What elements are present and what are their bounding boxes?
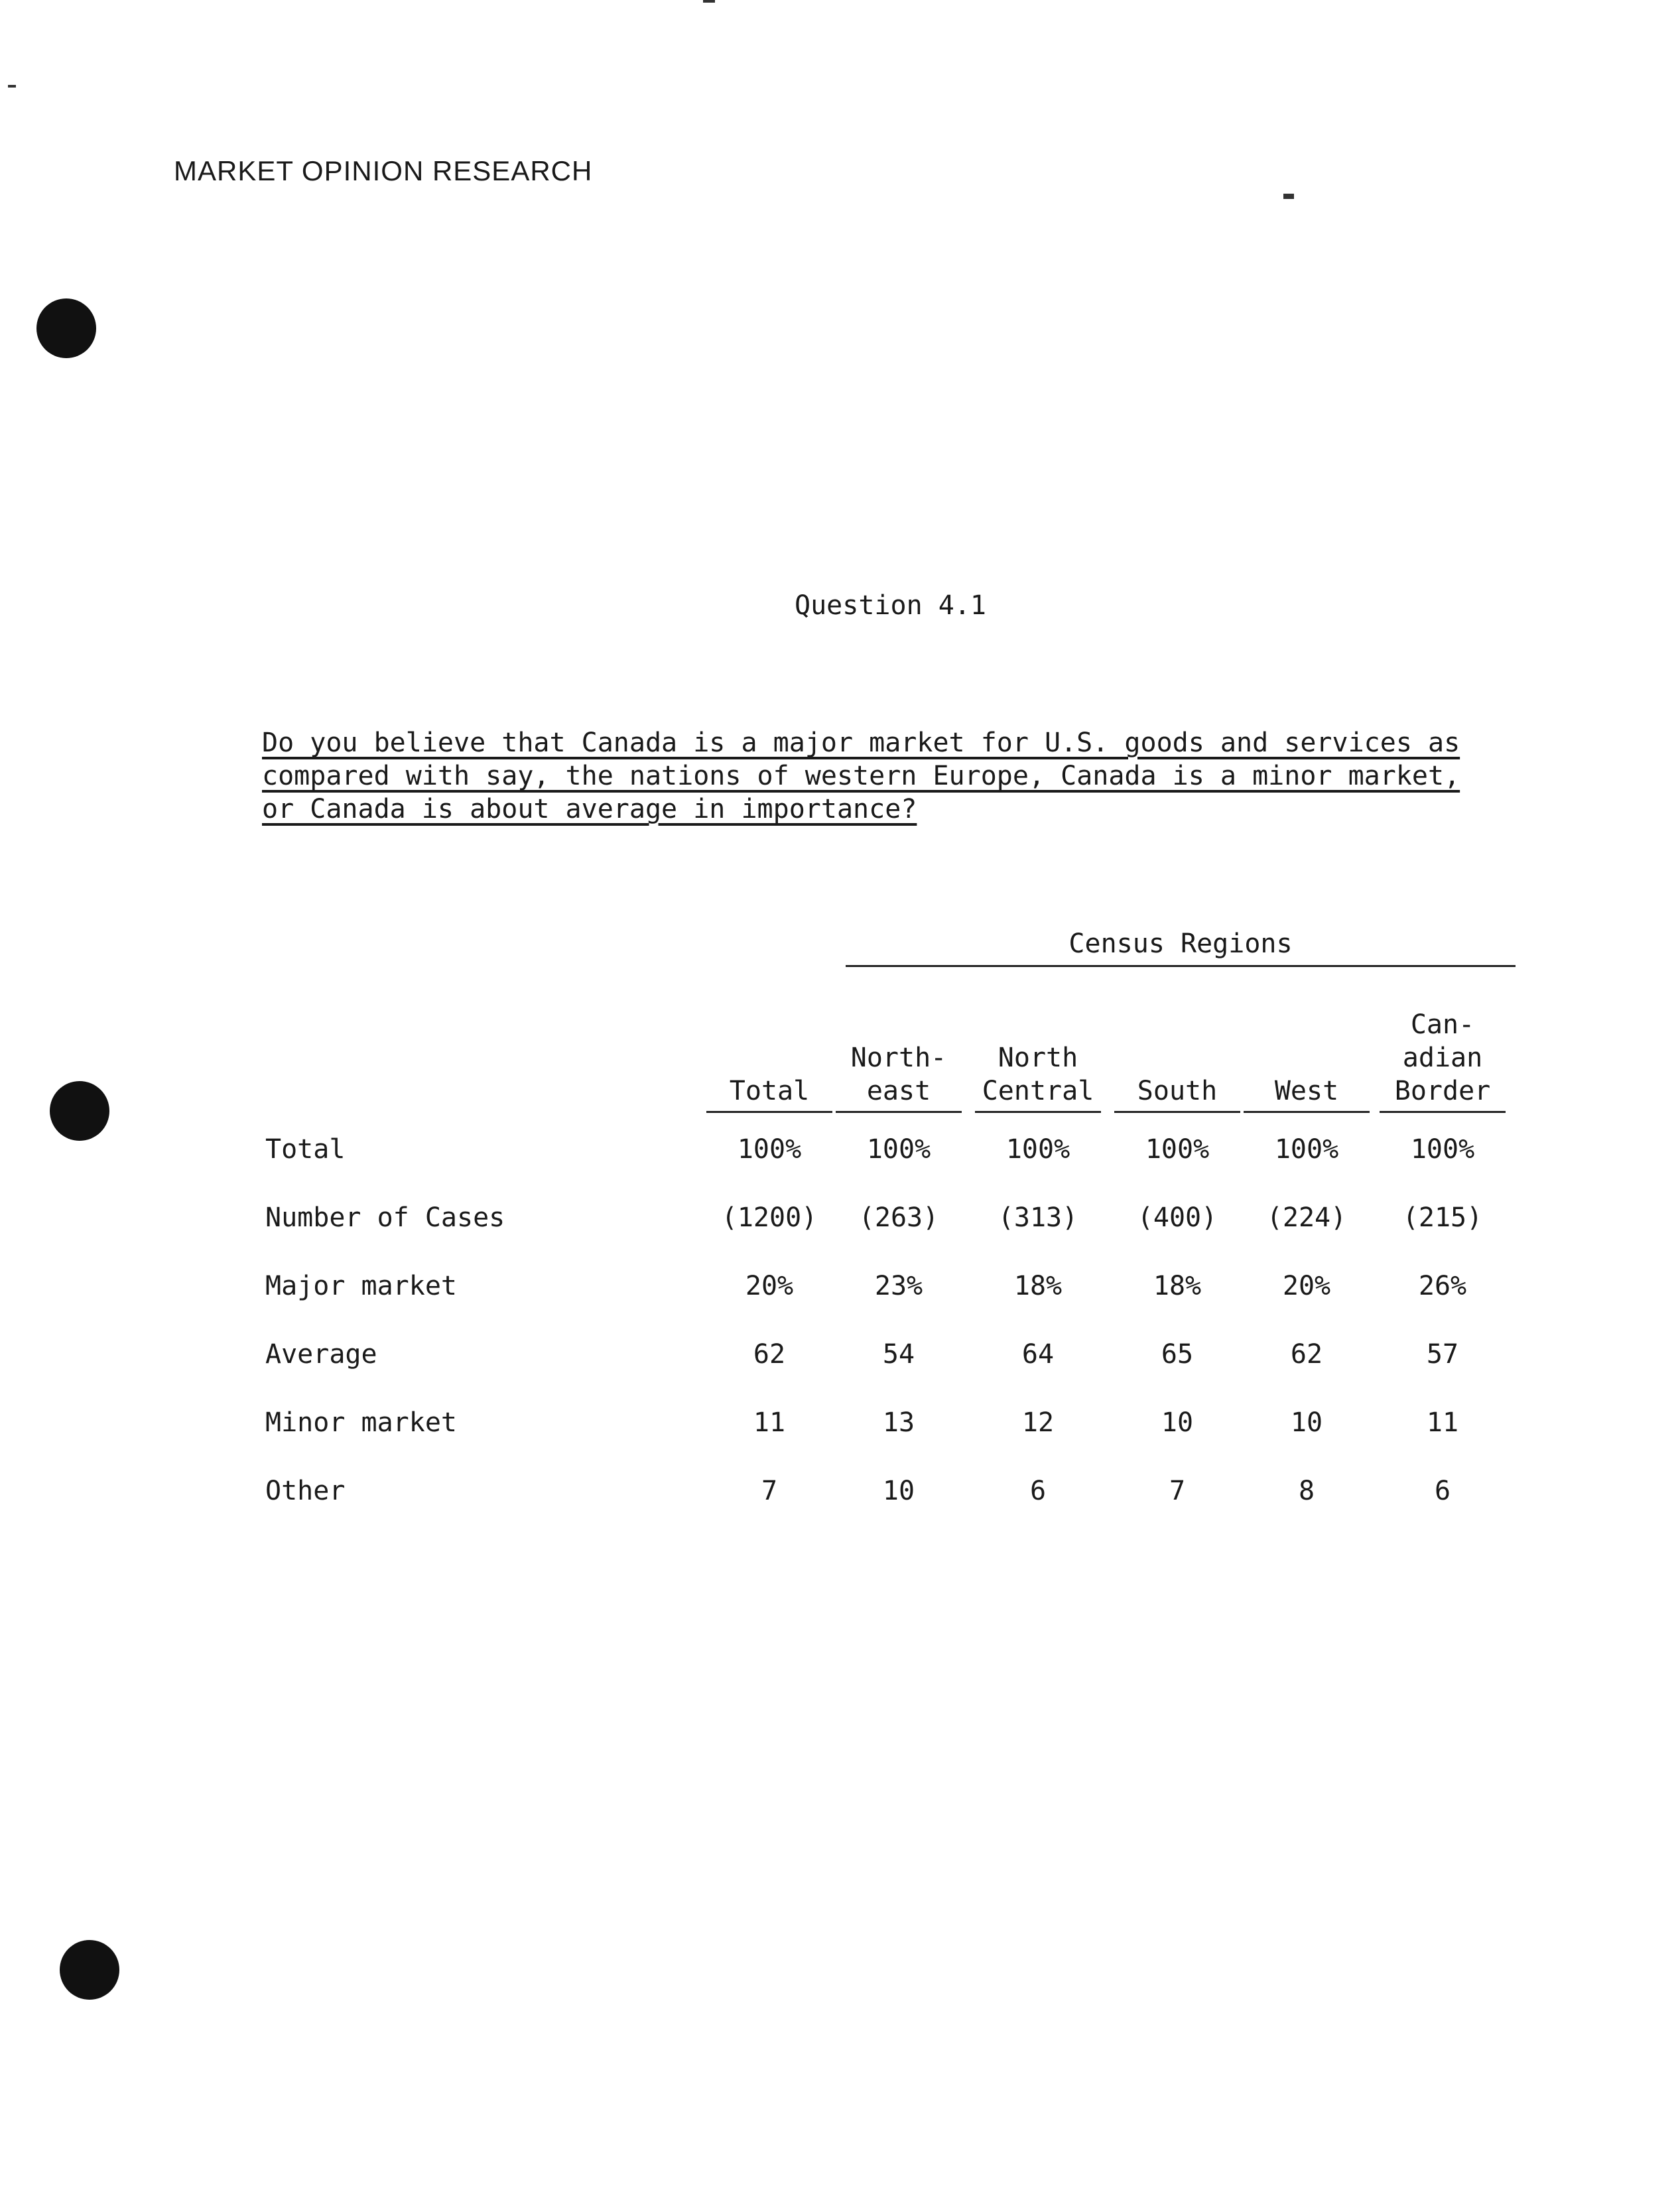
row-label: Number of Cases	[265, 1202, 505, 1233]
question-text	[262, 726, 1555, 826]
table-cell: (1200)	[721, 1202, 818, 1233]
table-cell: 18%	[1013, 1271, 1063, 1301]
table-cell: 26%	[1418, 1271, 1467, 1301]
table-cell: 10	[1161, 1407, 1194, 1438]
table-cell: 20%	[745, 1271, 794, 1301]
column-header-line: adian	[1402, 1043, 1483, 1073]
table-cell: 62	[753, 1339, 786, 1370]
table-cell: 20%	[1282, 1271, 1331, 1301]
table-cell: 100%	[1274, 1134, 1339, 1165]
table-cell: (313)	[998, 1202, 1078, 1233]
table-cell: 6	[1029, 1476, 1047, 1506]
table-cell: 23%	[874, 1271, 923, 1301]
table-cell: 65	[1161, 1339, 1194, 1370]
column-header	[836, 995, 962, 1108]
column-header-line: Total	[729, 1076, 810, 1106]
column-header	[1244, 995, 1370, 1108]
row-label: Other	[265, 1476, 346, 1506]
row-label: Major market	[265, 1271, 457, 1301]
punch-hole-1	[36, 298, 96, 358]
table-cell: 11	[1426, 1407, 1459, 1438]
table-cell: 7	[1169, 1476, 1186, 1506]
table-cell: 100%	[866, 1134, 931, 1165]
column-header-line: Central	[982, 1076, 1094, 1106]
punch-hole-2	[50, 1081, 109, 1141]
column-header-line: Border	[1394, 1076, 1491, 1106]
table-cell: 100%	[1410, 1134, 1475, 1165]
punch-hole-3	[60, 1940, 119, 2000]
table-cell: (215)	[1402, 1202, 1483, 1233]
table-cell: 8	[1298, 1476, 1315, 1506]
table-cell: 100%	[1005, 1134, 1070, 1165]
scan-speck	[1283, 194, 1294, 199]
column-header-line: South	[1137, 1076, 1218, 1106]
table-cell: (400)	[1137, 1202, 1218, 1233]
column-header	[975, 995, 1101, 1108]
column-header	[706, 995, 832, 1108]
table-cell: 62	[1290, 1339, 1323, 1370]
table-cell: 13	[882, 1407, 915, 1438]
scan-speck	[8, 85, 16, 88]
row-label: Minor market	[265, 1407, 457, 1438]
column-header	[1380, 995, 1506, 1108]
question-line: compared with say, the nations of western Europe, Canada is a minor market,	[262, 761, 1460, 791]
question-line: or Canada is about average in importance?	[262, 794, 917, 824]
column-header	[1114, 995, 1240, 1108]
question-line: Do you believe that Canada is a major market for U.S. goods and services as	[262, 728, 1460, 758]
column-header-line: east	[866, 1076, 931, 1106]
letterhead: MARKET OPINION RESEARCH	[174, 155, 593, 186]
column-header-line: North	[998, 1043, 1078, 1073]
census-regions-rule	[846, 965, 1516, 967]
table-cell: 100%	[1145, 1134, 1210, 1165]
table-cell: 11	[753, 1407, 786, 1438]
table-cell: 18%	[1153, 1271, 1202, 1301]
scan-speck	[703, 0, 715, 3]
table-cell: 57	[1426, 1339, 1459, 1370]
table-cell: 7	[761, 1476, 778, 1506]
table-cell: 10	[1290, 1407, 1323, 1438]
table-cell: 100%	[737, 1134, 802, 1165]
table-cell: 6	[1434, 1476, 1451, 1506]
column-header-line: West	[1274, 1076, 1339, 1106]
table-cell: 10	[882, 1476, 915, 1506]
table-cell: 12	[1021, 1407, 1055, 1438]
table-cell: (263)	[858, 1202, 939, 1233]
table-cell: 64	[1021, 1339, 1055, 1370]
row-label: Average	[265, 1339, 377, 1370]
row-label: Total	[265, 1134, 346, 1165]
table-cell: (224)	[1266, 1202, 1347, 1233]
census-regions-header: Census Regions	[1068, 929, 1293, 959]
question-title: Question 4.1	[795, 590, 986, 621]
table-cell: 54	[882, 1339, 915, 1370]
column-header-line: North-	[850, 1043, 947, 1073]
column-header-line: Can-	[1410, 1009, 1475, 1040]
